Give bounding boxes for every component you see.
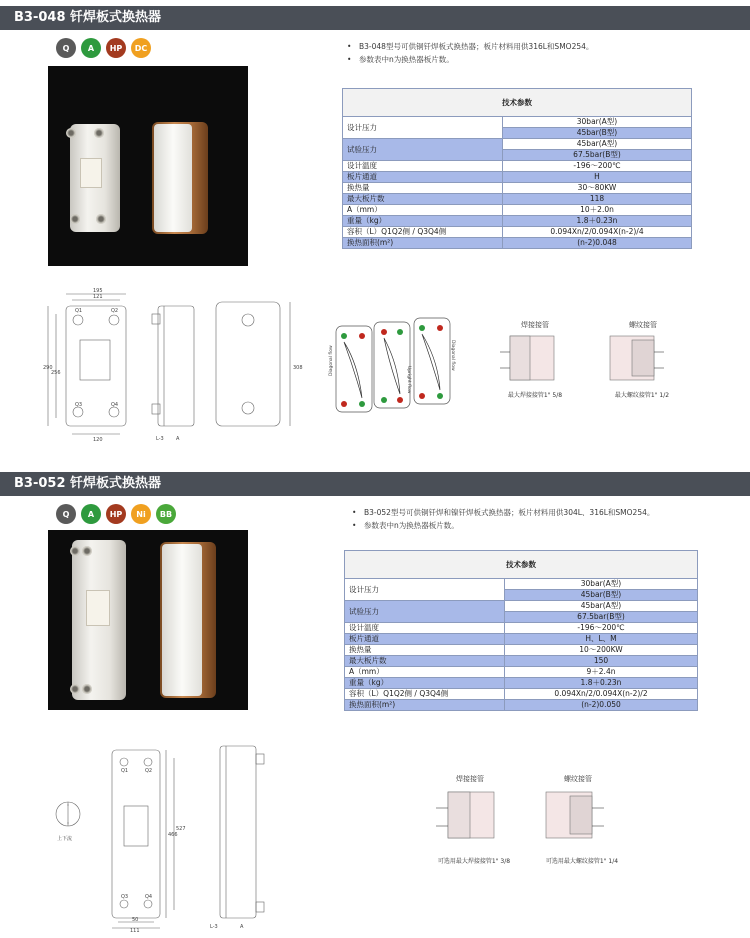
section-title-b3-048: B3-048 钎焊板式换热器 bbox=[0, 6, 750, 30]
spec-label: A（mm） bbox=[343, 205, 503, 216]
spec-label: 容积（L）Q1Q2侧 / Q3Q4侧 bbox=[343, 227, 503, 238]
spec-label: 换热量 bbox=[345, 645, 505, 656]
hx-plate-face bbox=[162, 544, 202, 696]
joint-title-welded: 焊接接管 bbox=[521, 321, 549, 329]
spec-value: 0.094Xn/2/0.094X(n-2)/2 bbox=[505, 689, 698, 700]
badge-hp: HP bbox=[106, 504, 126, 524]
joint-caption-welded: 可选用最大焊接接管1" 3/8 bbox=[437, 858, 511, 865]
flow-label: 上下流 bbox=[57, 836, 73, 842]
flow-diagram-b3-048 bbox=[328, 314, 468, 420]
flow-label: Diagonal flow bbox=[450, 340, 455, 371]
section-title-b3-052: B3-052 钎焊板式换热器 bbox=[0, 472, 750, 496]
badge-dc: DC bbox=[131, 38, 151, 58]
dim-label: 308 bbox=[293, 365, 303, 371]
spec-value: 45bar(B型) bbox=[503, 128, 692, 139]
spec-value: 1.8＋0.23n bbox=[505, 678, 698, 689]
port-label: Q3 bbox=[121, 894, 129, 900]
badge-row-b3-048 bbox=[56, 38, 151, 58]
spec-value: 45bar(A型) bbox=[503, 139, 692, 150]
intro-bullets-b3-052 bbox=[352, 506, 742, 532]
threaded-joint-icon bbox=[540, 788, 610, 846]
spec-label: 板片通道 bbox=[343, 172, 503, 183]
badge-a: A bbox=[81, 504, 101, 524]
joint-caption-welded: 最大焊接接管1" 5/8 bbox=[507, 392, 563, 399]
spec-value: 10＋2.0n bbox=[503, 205, 692, 216]
badge-bb: BB bbox=[156, 504, 176, 524]
spec-value: 67.5bar(B型) bbox=[505, 612, 698, 623]
spec-value: H、L、M bbox=[505, 634, 698, 645]
spec-value: (n-2)0.048 bbox=[503, 238, 692, 249]
dim-label: A bbox=[240, 924, 244, 930]
bullet-item: • B3-052型号可供铜钎焊和镍钎焊板式换热器；板片材料用供304L、316L和SMO254。 bbox=[352, 506, 742, 519]
spec-label: 换热面积(m²) bbox=[343, 238, 503, 249]
spec-table-b3-048 bbox=[342, 88, 692, 249]
dim-label: 527 bbox=[176, 826, 186, 832]
product-label-icon bbox=[86, 590, 110, 626]
nozzle-icon bbox=[96, 214, 106, 224]
bullet-item: • 参数表中n为换热器板片数。 bbox=[352, 519, 742, 532]
spec-value: 45bar(B型) bbox=[505, 590, 698, 601]
joint-caption-threaded: 最大螺纹接管1" 1/2 bbox=[614, 392, 670, 399]
dimension-drawing-b3-048 bbox=[40, 284, 310, 444]
spec-label: 设计温度 bbox=[343, 161, 503, 172]
bullet-item: • B3-048型号可供铜钎焊板式换热器；板片材料用供316L和SMO254。 bbox=[347, 40, 737, 53]
dim-label: 466 bbox=[168, 832, 178, 838]
port-label: Q4 bbox=[145, 894, 153, 900]
spec-label: 容积（L）Q1Q2侧 / Q3Q4侧 bbox=[345, 689, 505, 700]
product-label-icon bbox=[80, 158, 102, 188]
spec-value: 30bar(A型) bbox=[503, 117, 692, 128]
spec-value: 30～80KW bbox=[503, 183, 692, 194]
bullet-item: • 参数表中n为换热器板片数。 bbox=[347, 53, 737, 66]
dim-label: 290 bbox=[43, 365, 53, 371]
spec-table-b3-052 bbox=[344, 550, 698, 711]
port-label: Q3 bbox=[75, 402, 83, 408]
spec-label: 设计压力 bbox=[345, 579, 505, 601]
spec-label: A（mm） bbox=[345, 667, 505, 678]
spec-label: 最大板片数 bbox=[343, 194, 503, 205]
spec-label: 重量（kg） bbox=[345, 678, 505, 689]
spec-value: -196～200℃ bbox=[505, 623, 698, 634]
dim-label: 256 bbox=[51, 370, 61, 376]
hx-plate-face bbox=[154, 124, 192, 232]
nozzle-icon bbox=[82, 684, 92, 694]
spec-label: 试验压力 bbox=[343, 139, 503, 161]
port-label: Q1 bbox=[75, 308, 83, 314]
nozzle-icon bbox=[94, 128, 104, 138]
spec-value: (n-2)0.050 bbox=[505, 700, 698, 711]
spec-value: 150 bbox=[505, 656, 698, 667]
spec-value: 118 bbox=[503, 194, 692, 205]
dim-label: 50 bbox=[132, 917, 139, 923]
badge-hp: HP bbox=[106, 38, 126, 58]
port-label: Q2 bbox=[145, 768, 153, 774]
dimension-drawing-b3-052 bbox=[52, 742, 292, 932]
badge-ni: Ni bbox=[131, 504, 151, 524]
spec-value: 1.8＋0.23n bbox=[503, 216, 692, 227]
spec-label: 重量（kg） bbox=[343, 216, 503, 227]
spec-table-header: 技术参数 bbox=[343, 89, 692, 117]
dim-label: 121 bbox=[93, 294, 103, 300]
badge-row-b3-052 bbox=[56, 504, 176, 524]
port-label: Q4 bbox=[111, 402, 119, 408]
port-label: Q2 bbox=[111, 308, 119, 314]
threaded-joint-icon bbox=[604, 332, 670, 388]
spec-label: 设计压力 bbox=[343, 117, 503, 139]
dim-label: 195 bbox=[93, 288, 103, 294]
nozzle-icon bbox=[70, 684, 80, 694]
spec-table-header: 技术参数 bbox=[345, 551, 698, 579]
nozzle-icon bbox=[82, 546, 92, 556]
welded-joint-icon bbox=[432, 788, 502, 846]
badge-q: Q bbox=[56, 504, 76, 524]
spec-value: 0.094Xn/2/0.094X(n-2)/4 bbox=[503, 227, 692, 238]
badge-q: Q bbox=[56, 38, 76, 58]
dim-label: 120 bbox=[93, 437, 103, 443]
spec-label: 试验压力 bbox=[345, 601, 505, 623]
flow-label: Upright flow bbox=[406, 366, 411, 394]
dim-label: A bbox=[176, 436, 180, 442]
spec-value: 67.5bar(B型) bbox=[503, 150, 692, 161]
dim-label: 111 bbox=[130, 928, 140, 932]
spec-value: -196～200℃ bbox=[503, 161, 692, 172]
dim-label: L-3 bbox=[156, 436, 164, 442]
nozzle-icon bbox=[70, 546, 80, 556]
joint-title-threaded: 螺纹接管 bbox=[629, 321, 657, 329]
joint-title-welded: 焊接接管 bbox=[456, 775, 484, 783]
spec-label: 最大板片数 bbox=[345, 656, 505, 667]
joint-title-threaded: 螺纹接管 bbox=[564, 775, 592, 783]
spec-label: 换热量 bbox=[343, 183, 503, 194]
flow-label: Diagonal flow bbox=[329, 345, 334, 376]
spec-value: 30bar(A型) bbox=[505, 579, 698, 590]
joint-caption-threaded: 可选用最大螺纹接管1" 1/4 bbox=[545, 858, 619, 865]
spec-label: 板片通道 bbox=[345, 634, 505, 645]
spec-value: H bbox=[503, 172, 692, 183]
nozzle-icon bbox=[66, 128, 76, 138]
nozzle-icon bbox=[70, 214, 80, 224]
product-photo-b3-052 bbox=[48, 530, 248, 710]
product-photo-b3-048 bbox=[48, 66, 248, 266]
intro-bullets-b3-048 bbox=[347, 40, 737, 66]
spec-value: 10～200KW bbox=[505, 645, 698, 656]
badge-a: A bbox=[81, 38, 101, 58]
welded-joint-icon bbox=[496, 332, 562, 388]
spec-value: 45bar(A型) bbox=[505, 601, 698, 612]
spec-label: 换热面积(m²) bbox=[345, 700, 505, 711]
spec-label: 设计温度 bbox=[345, 623, 505, 634]
dim-label: L-3 bbox=[210, 924, 218, 930]
spec-value: 9＋2.4n bbox=[505, 667, 698, 678]
port-label: Q1 bbox=[121, 768, 129, 774]
